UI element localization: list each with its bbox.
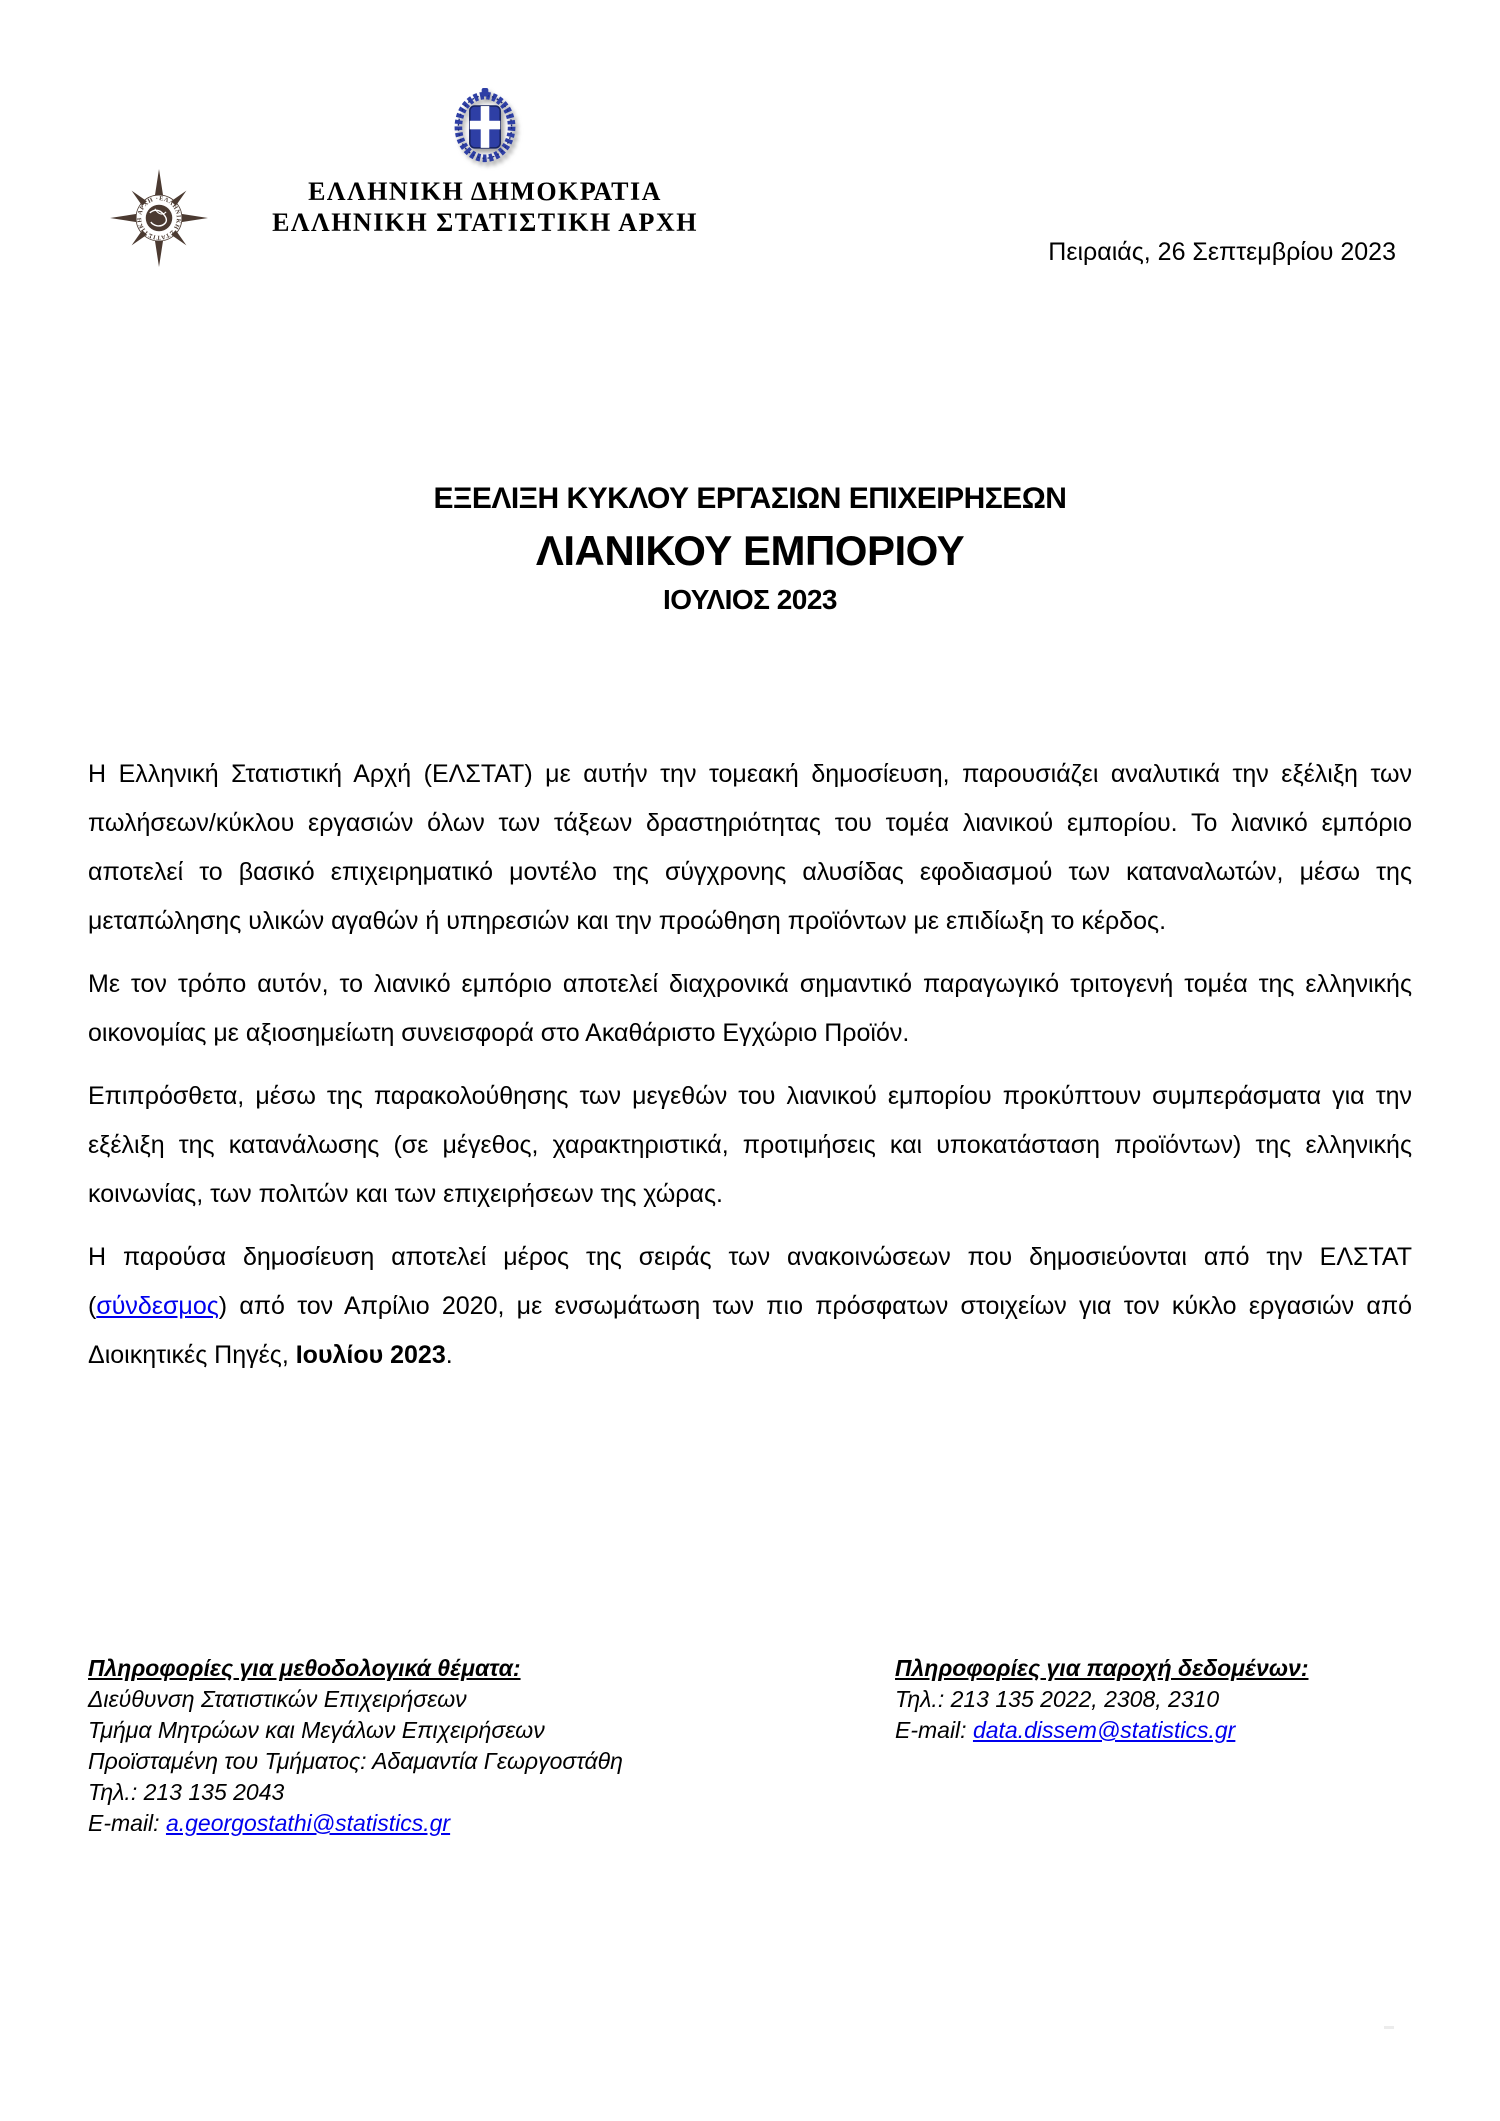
paragraph-4-bold-date: Ιουλίου 2023 [295, 1341, 446, 1369]
body-text [88, 750, 1412, 1394]
methodology-heading: Πληροφορίες για μεθοδολογικά θέματα: [88, 1655, 521, 1681]
title-line-3: ΙΟΥΛΙΟΣ 2023 [662, 584, 838, 615]
methodology-department: Τμήμα Μητρώων και Μεγάλων Επιχειρήσεων [88, 1717, 545, 1743]
methodology-phone: Τηλ.: 213 135 2043 [88, 1779, 285, 1805]
scan-smudge-mark [1384, 2026, 1394, 2029]
republic-title: ΕΛΛΗΝΙΚΗ ΔΗΜΟΚΡΑΤΙΑ [308, 177, 662, 206]
methodology-directorate: Διεύθυνση Στατιστικών Επιχειρήσεων [88, 1686, 467, 1712]
place-date-line: Πειραιάς, 26 Σεπτεμβρίου 2023 [1048, 238, 1396, 266]
data-provision-heading: Πληροφορίες για παροχή δεδομένων: [895, 1655, 1309, 1681]
authority-title: ΕΛΛΗΝΙΚΗ ΣΤΑΤΙΣΤΙΚΗ ΑΡΧΗ [272, 208, 698, 237]
methodology-email-label: E-mail: [88, 1810, 166, 1836]
title-line-1: ΕΞΕΛΙΞΗ ΚΥΚΛΟΥ ΕΡΓΑΣΙΩΝ ΕΠΙΧΕΙΡΗΣΕΩΝ [433, 482, 1067, 515]
syndesmos-link[interactable]: σύνδεσμος [96, 1292, 219, 1320]
paragraph-1: Η Ελληνική Στατιστική Αρχή (ΕΛΣΤΑΤ) με αυτήν την τομεακή δημοσίευση, παρουσιάζει αναλυτικά την εξέλιξη των πωλήσεων/κύκλου εργασιών όλων των τάξεων δραστηριότητας του τομέα λιανικού εμπορίου. Το λιανικό εμπόριο αποτελεί το βασικό επιχειρηματικό μοντέλο της σύγχρονης αλυσίδας εφοδιασμού των καταναλωτών, μέσω της μεταπώλησης υλικών αγαθών ή υπηρεσιών και την προώθηση προϊόντων με επιδίωξη το κέρδος. [88, 760, 1412, 935]
contact-block-methodology [88, 1653, 708, 1839]
title-line-2: ΛΙΑΝΙΚΟΥ ΕΜΠΟΡΙΟΥ [535, 527, 965, 574]
data-provision-email-label: E-mail: [895, 1717, 973, 1743]
government-header [225, 176, 745, 238]
methodology-email-link[interactable]: a.georgostathi@statistics.gr [165, 1810, 451, 1836]
elstat-logo-ring-text: ΕΛΛΗΝΙΚΗ ΣΤΑΤΙΣΤΙΚΗ ΑΡΧΗ · [136, 196, 181, 240]
paragraph-4-period: . [445, 1341, 453, 1369]
elstat-logo-icon [108, 160, 210, 276]
data-provision-phone: Τηλ.: 213 135 2022, 2308, 2310 [895, 1686, 1220, 1712]
paragraph-4-text-before: Η παρούσα δημοσίευση αποτελεί μέρος της σειράς των ανακοινώσεων που δημοσιεύονται από την ΕΛΣΤΑΤ ( [88, 1243, 1412, 1320]
methodology-email-line [88, 1808, 708, 1839]
data-provision-email-line [895, 1715, 1455, 1746]
contact-block-data-provision [895, 1653, 1455, 1746]
data-provision-email-link[interactable]: data.dissem@statistics.gr [972, 1717, 1236, 1743]
methodology-head: Προϊσταμένη του Τμήματος: Αδαμαντία Γεωργοστάθη [88, 1748, 623, 1774]
paragraph-4-text-after: ) από τον Απρίλιο 2020, με ενσωμάτωση των πιο πρόσφατων στοιχείων για τον κύκλο εργασιών από Διοικητικές Πηγές, [88, 1292, 1412, 1369]
paragraph-3: Επιπρόσθετα, μέσω της παρακολούθησης των μεγεθών του λιανικού εμπορίου προκύπτουν συμπεράσματα για την εξέλιξη της κατανάλωσης (σε μέγεθος, χαρακτηριστικά, προτιμήσεις και υποκατάσταση προϊόντων) της ελληνικής κοινωνίας, των πολιτών και των επιχειρήσεων της χώρας. [88, 1082, 1412, 1208]
press-release-title [0, 482, 1500, 616]
paragraph-4 [88, 1233, 1412, 1380]
greek-coat-of-arms-icon [447, 84, 523, 168]
paragraph-2: Με τον τρόπο αυτόν, το λιανικό εμπόριο αποτελεί διαχρονικά σημαντικό παραγωγικό τριτογενή τομέα της ελληνικής οικονομίας με αξιοσημείωτη συνεισφορά στο Ακαθάριστο Εγχώριο Προϊόν. [88, 970, 1412, 1047]
